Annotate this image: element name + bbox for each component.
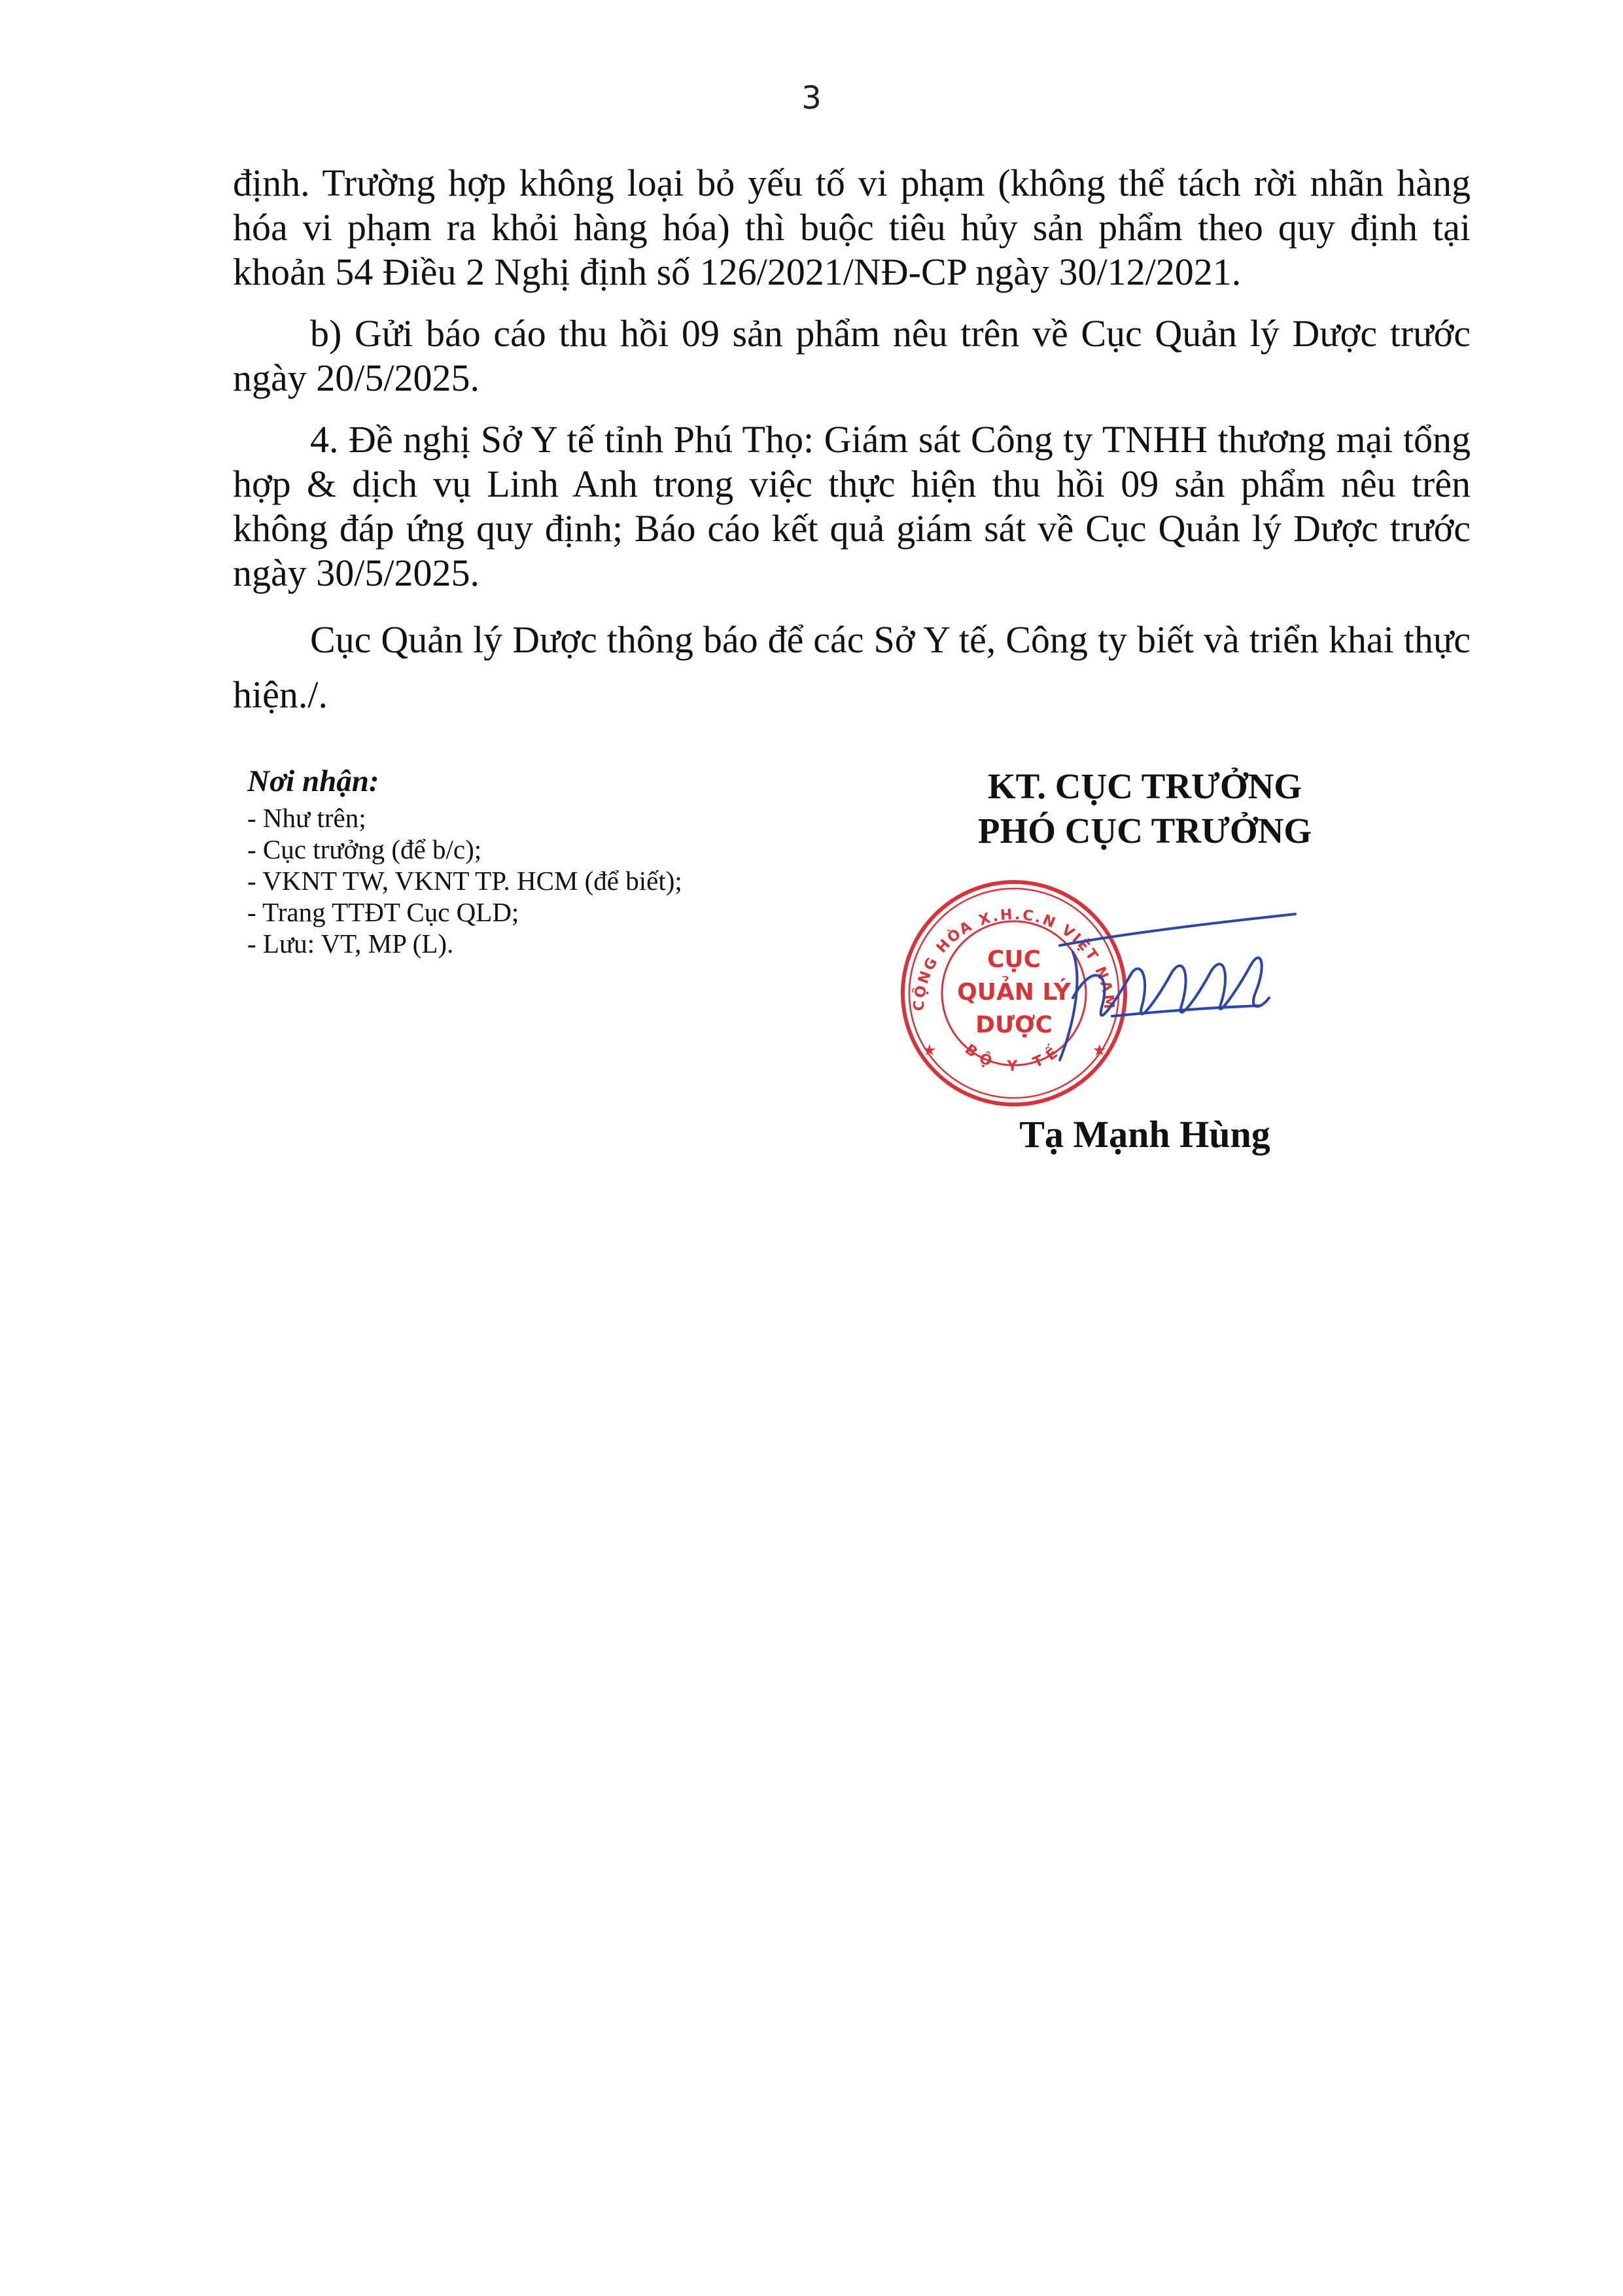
recipient-item: - VKNT TW, VKNT TP. HCM (để biết); xyxy=(247,866,682,896)
seal-center-line: QUẢN LÝ xyxy=(957,979,1071,1006)
body-paragraph-report-deadline: b) Gửi báo cáo thu hồi 09 sản phẩm nêu trên về Cục Quản lý Dược trước ngày 20/5/2025. xyxy=(233,312,1471,399)
seal-star-icon: ★ xyxy=(1092,1041,1107,1059)
recipients-title: Nơi nhận: xyxy=(247,764,379,798)
document-body xyxy=(233,161,1471,739)
handwritten-signature xyxy=(1034,900,1308,1070)
body-paragraph-continuation: định. Trường hợp không loại bỏ yếu tố vi phạm (không thể tách rời nhãn hàng hóa vi phạm ra khỏi hàng hóa) thì buộc tiêu hủy sản phẩm theo quy định tại khoản 54 Điều 2 Nghị định số 126/2021/NĐ-CP ngày 30/12/2021. xyxy=(233,162,1471,293)
seal-center-line: CỤC xyxy=(986,946,1041,973)
body-paragraph-supervision-request: 4. Đề nghị Sở Y tế tỉnh Phú Thọ: Giám sát Công ty TNHH thương mại tổng hợp & dịch vụ Linh Anh trong việc thực hiện thu hồi 09 sản phẩm nêu trên không đáp ứng quy định; Báo cáo kết quả giám sát về Cục Quản lý Dược trước ngày 30/5/2025. xyxy=(233,418,1471,594)
seal-ring-text: CỘNG HÒA X.H.C.N VIỆT NAM xyxy=(911,906,1117,1012)
seal-center-line: DƯỢC xyxy=(975,1012,1053,1038)
signature-title-block xyxy=(909,764,1380,853)
seal-bottom-text: BỘ Y TẾ xyxy=(962,1041,1066,1075)
recipient-item: - Lưu: VT, MP (L). xyxy=(247,928,454,959)
signer-name: Tạ Mạnh Hùng xyxy=(1019,1113,1270,1156)
signature-title-line2: PHÓ CỤC TRƯỞNG xyxy=(977,811,1312,851)
recipient-item: - Trang TTĐT Cục QLD; xyxy=(247,897,519,927)
recipient-item: - Cục trưởng (để b/c); xyxy=(247,834,482,864)
signature-title-line1: KT. CỤC TRƯỞNG xyxy=(987,766,1302,806)
recipient-item: - Như trên; xyxy=(247,803,366,833)
seal-star-icon: ★ xyxy=(922,1041,937,1059)
page-number: 3 xyxy=(801,80,822,116)
recipients-block xyxy=(247,766,682,959)
body-paragraph-closing: Cục Quản lý Dược thông báo để các Sở Y tế, Công ty biết và triển khai thực hiện./. xyxy=(233,618,1471,716)
